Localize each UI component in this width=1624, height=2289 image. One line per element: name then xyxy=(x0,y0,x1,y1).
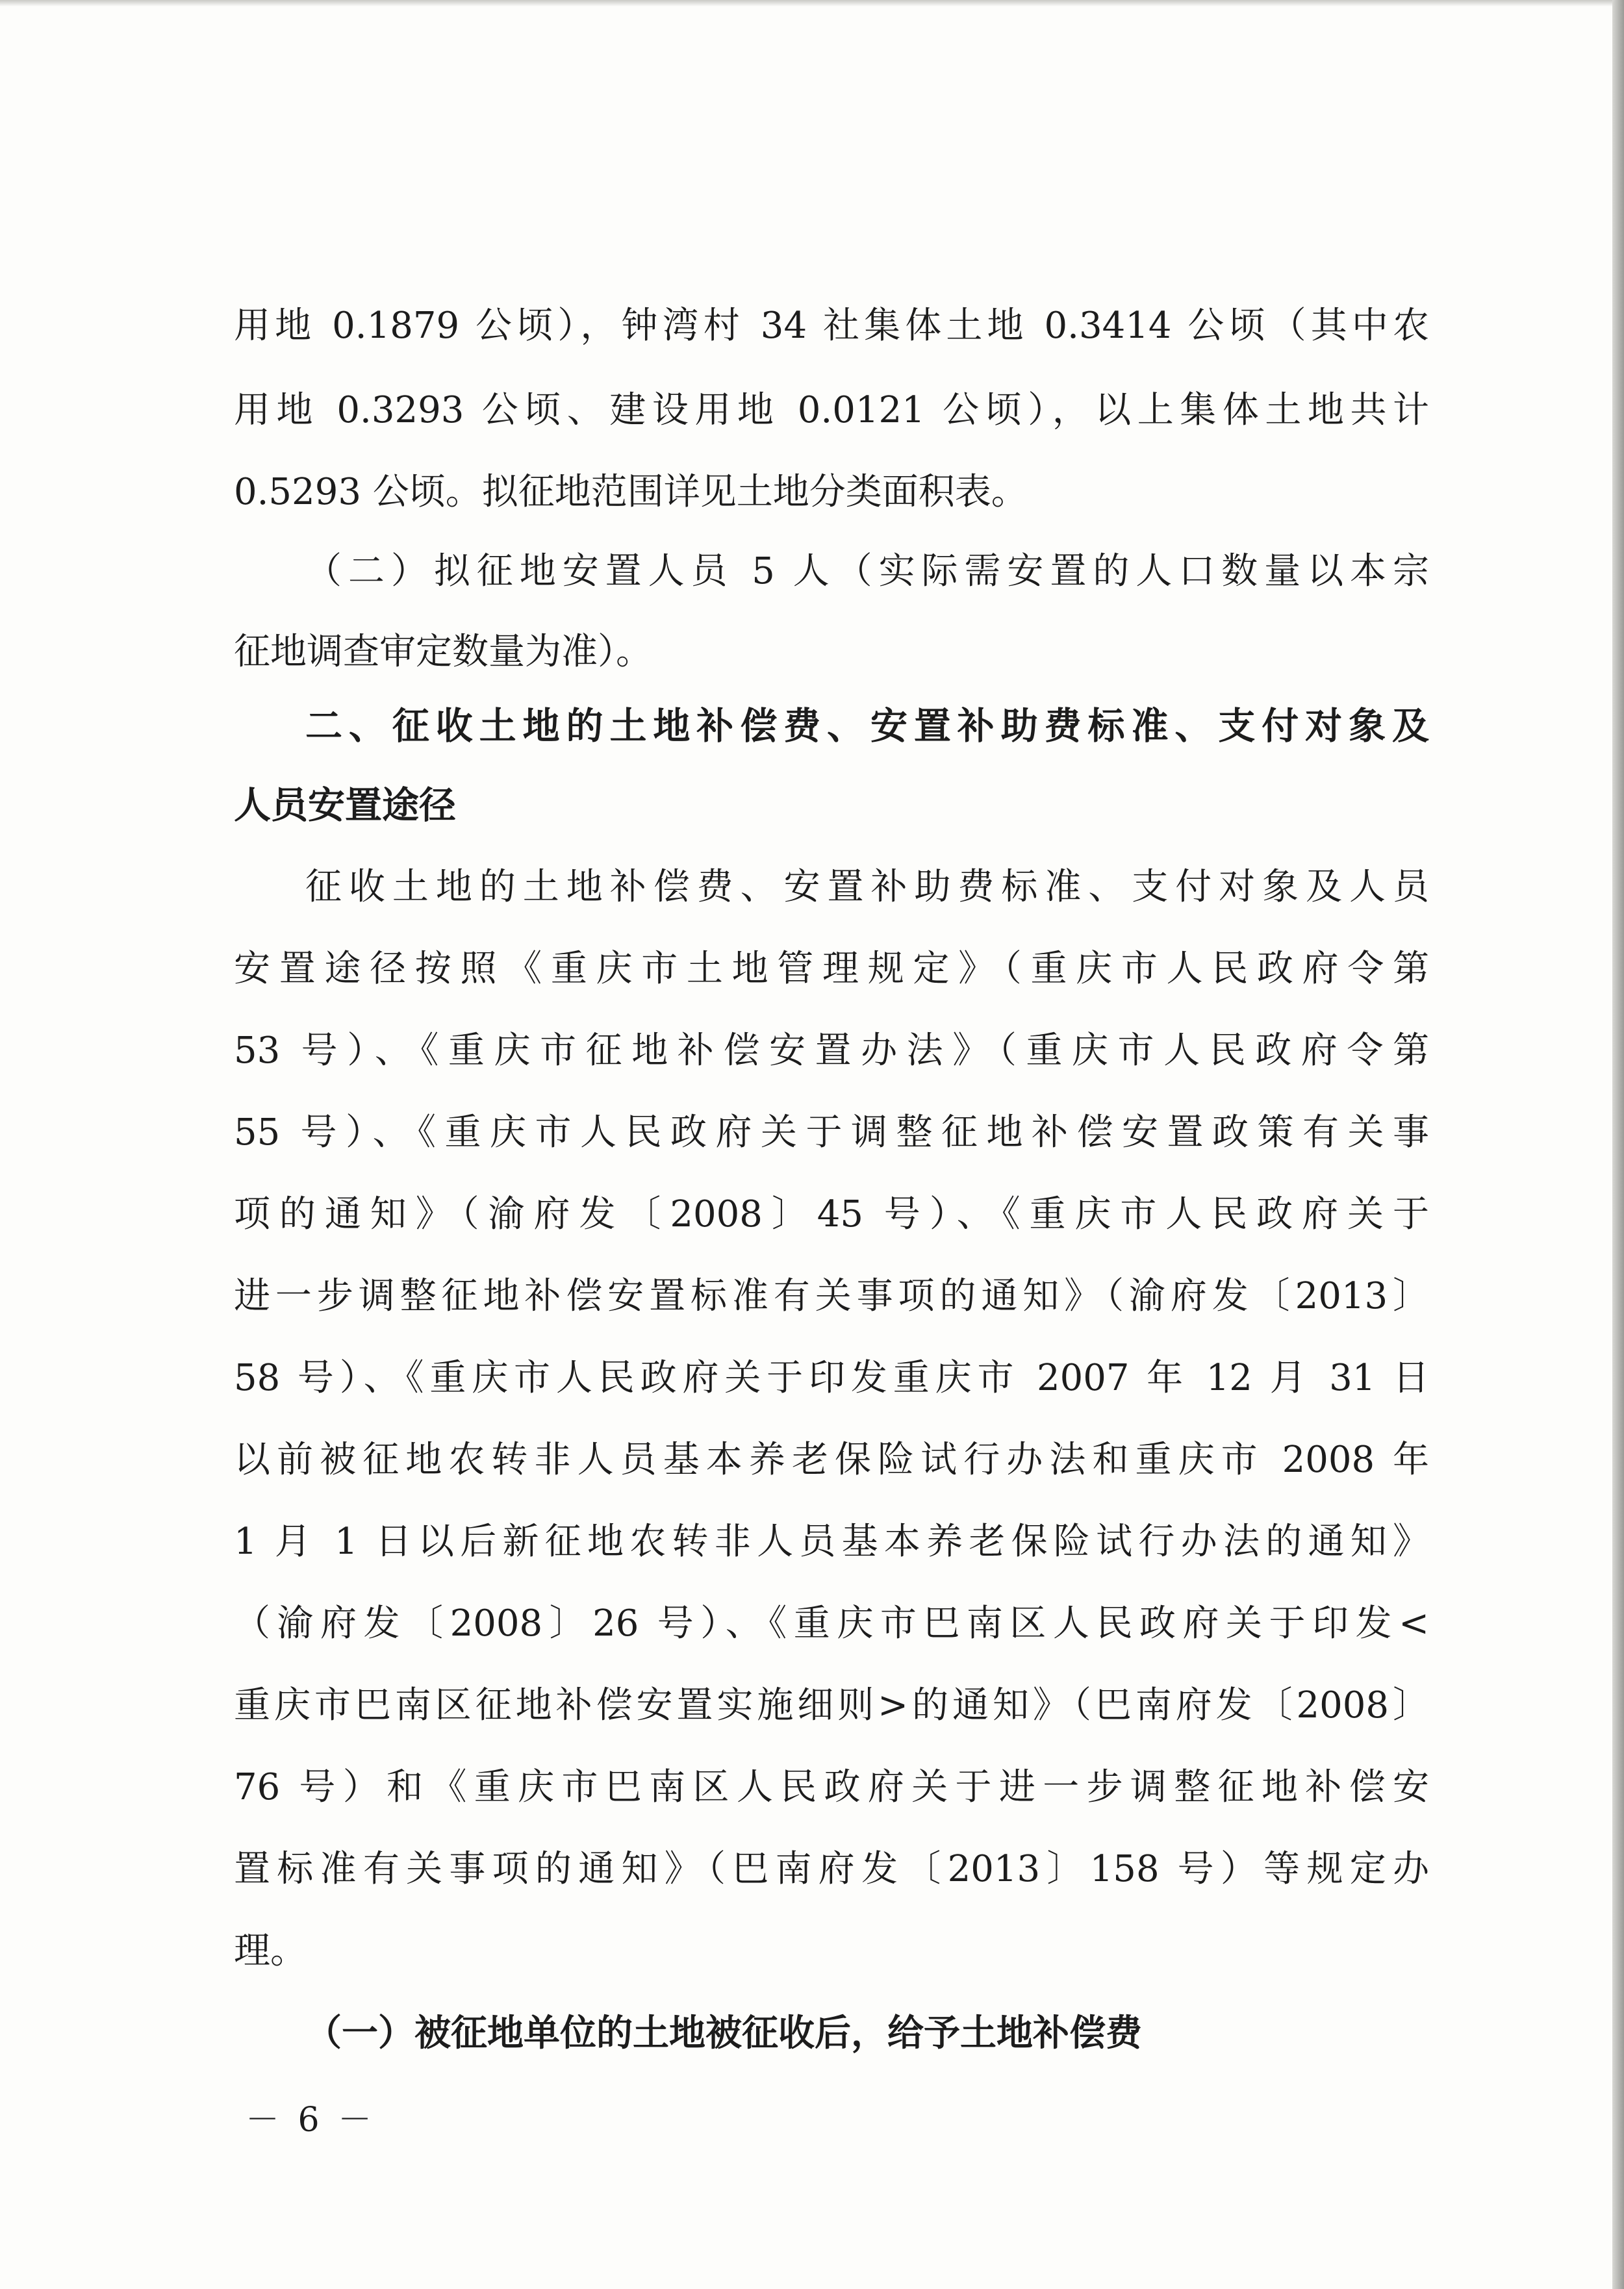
body-line: 征收土地的土地补偿费、安置补助费标准、支付对象及人员 xyxy=(305,866,1429,908)
body-line: （二）拟征地安置人员 5 人（实际需安置的人口数量以本宗 xyxy=(305,550,1429,592)
body-line: 置标准有关事项的通知》（巴南府发〔2013〕158 号）等规定办 xyxy=(234,1848,1429,1890)
body-line: 76 号）和《重庆市巴南区人民政府关于进一步调整征地补偿安 xyxy=(234,1766,1429,1808)
body-line: 安置途径按照《重庆市土地管理规定》（重庆市人民政府令第 xyxy=(234,948,1429,990)
body-line: 征地调查审定数量为准）。 xyxy=(234,631,652,673)
body-line: 用地 0.1879 公顷），钟湾村 34 社集体土地 0.3414 公顷（其中农 xyxy=(234,305,1429,347)
body-line: 0.5293 公顷。拟征地范围详见土地分类面积表。 xyxy=(234,471,1028,513)
scan-edge-top xyxy=(0,0,1624,6)
body-line: 55 号）、《重庆市人民政府关于调整征地补偿安置政策有关事 xyxy=(234,1111,1429,1154)
body-line: 项的通知》（渝府发〔2008〕45 号）、《重庆市人民政府关于 xyxy=(234,1193,1429,1235)
body-line: 1 月 1 日以后新征地农转非人员基本养老保险试行办法的通知》 xyxy=(234,1521,1429,1563)
body-line: 理。 xyxy=(234,1930,307,1972)
section-heading: 二、征收土地的土地补偿费、安置补助费标准、支付对象及 xyxy=(305,705,1429,748)
section-heading: 人员安置途径 xyxy=(234,784,456,827)
scan-edge-right xyxy=(1612,0,1624,2289)
body-line: 58 号）、《重庆市人民政府关于印发重庆市 2007 年 12 月 31 日 xyxy=(234,1357,1429,1399)
body-line: 进一步调整征地补偿安置标准有关事项的通知》（渝府发〔2013〕 xyxy=(234,1275,1429,1317)
page-number: － 6 － xyxy=(246,2101,376,2140)
body-line: 53 号）、《重庆市征地补偿安置办法》（重庆市人民政府令第 xyxy=(234,1030,1429,1072)
body-line: 用地 0.3293 公顷、建设用地 0.0121 公顷），以上集体土地共计 xyxy=(234,389,1429,431)
body-line: （渝府发〔2008〕26 号）、《重庆市巴南区人民政府关于印发< xyxy=(234,1602,1429,1645)
body-line: 以前被征地农转非人员基本养老保险试行办法和重庆市 2008 年 xyxy=(234,1439,1429,1481)
body-line: 重庆市巴南区征地补偿安置实施细则>的通知》（巴南府发〔2008〕 xyxy=(234,1684,1429,1726)
sub-heading: （一）被征地单位的土地被征收后，给予土地补偿费 xyxy=(305,2012,1142,2055)
